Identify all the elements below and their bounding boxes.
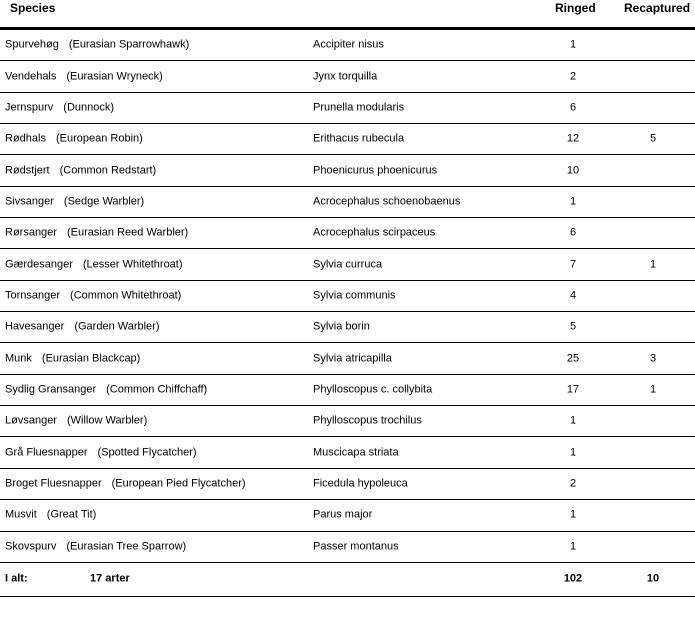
- english-name: (Common Chiffchaff): [106, 383, 208, 396]
- latin-name: Jynx torquilla: [313, 70, 378, 83]
- table-row: [0, 500, 695, 531]
- table-row: [0, 218, 695, 249]
- latin-name: Phylloscopus c. collybita: [313, 383, 433, 396]
- table-body: [0, 30, 695, 563]
- recaptured-count: 1: [649, 383, 657, 396]
- latin-name: Sylvia atricapilla: [313, 352, 392, 365]
- latin-name: Ficedula hypoleuca: [313, 477, 408, 490]
- latin-name: Acrocephalus schoenobaenus: [313, 195, 461, 208]
- english-name: (Sedge Warbler): [63, 195, 145, 208]
- latin-name: Muscicapa striata: [313, 446, 399, 459]
- latin-name: Phoenicurus phoenicurus: [313, 164, 438, 177]
- danish-name: Rørsanger: [5, 226, 57, 239]
- danish-name: Løvsanger: [5, 414, 57, 427]
- species-name: [5, 477, 246, 490]
- recaptured-count: 1: [649, 258, 657, 271]
- total-label: I alt:: [5, 572, 28, 585]
- table-row: [0, 30, 695, 61]
- english-name: (Great Tit): [46, 508, 97, 521]
- species-name: [5, 415, 147, 428]
- english-name: (Lesser Whitethroat): [82, 258, 183, 271]
- ringed-count: 1: [569, 446, 577, 459]
- table-header: [0, 0, 695, 30]
- species-name: [5, 352, 140, 365]
- table-row: [0, 437, 695, 468]
- danish-name: Skovspurv: [5, 540, 57, 553]
- species-name: [5, 101, 114, 114]
- header-species: Species: [10, 1, 56, 15]
- species-name: [5, 133, 143, 146]
- english-name: (Dunnock): [63, 101, 115, 114]
- english-name: (Eurasian Wryneck): [66, 70, 163, 83]
- ringed-count: 25: [566, 352, 580, 365]
- ringed-count: 12: [566, 132, 580, 145]
- species-name: [5, 321, 160, 334]
- ringed-count: 7: [569, 258, 577, 271]
- species-name: [5, 289, 181, 302]
- ringed-count: 10: [566, 164, 580, 177]
- table-row: [0, 532, 695, 563]
- english-name: (Garden Warbler): [74, 320, 160, 333]
- danish-name: Gærdesanger: [5, 258, 73, 271]
- ringed-count: 1: [569, 195, 577, 208]
- english-name: (Eurasian Blackcap): [41, 352, 141, 365]
- header-recaptured: Recaptured: [624, 1, 691, 15]
- species-name: [5, 195, 144, 208]
- ringed-count: 1: [569, 414, 577, 427]
- danish-name: Sydlig Gransanger: [5, 383, 97, 396]
- latin-name: Sylvia borin: [313, 320, 370, 333]
- latin-name: Acrocephalus scirpaceus: [313, 226, 436, 239]
- ringed-count: 1: [569, 508, 577, 521]
- species-name: [5, 446, 197, 459]
- ringed-count: 17: [566, 383, 580, 396]
- total-species-count: 17 arter: [90, 572, 130, 585]
- species-name: [5, 540, 186, 553]
- english-name: (European Pied Flycatcher): [111, 477, 246, 490]
- danish-name: Jernspurv: [5, 101, 54, 114]
- danish-name: Broget Fluesnapper: [5, 477, 102, 490]
- english-name: (European Robin): [55, 132, 143, 145]
- species-name: [5, 258, 183, 271]
- species-name: [5, 509, 96, 522]
- ringed-count: 2: [569, 70, 577, 83]
- latin-name: Phylloscopus trochilus: [313, 414, 422, 427]
- recaptured-count: 5: [649, 132, 657, 145]
- table-row: [0, 312, 695, 343]
- danish-name: Vendehals: [5, 70, 57, 83]
- english-name: (Common Redstart): [59, 164, 157, 177]
- latin-name: Sylvia communis: [313, 289, 396, 302]
- latin-name: Erithacus rubecula: [313, 132, 405, 145]
- ringed-count: 4: [569, 289, 577, 302]
- danish-name: Musvit: [5, 508, 37, 521]
- latin-name: Parus major: [313, 508, 373, 521]
- ringed-count: 6: [569, 226, 577, 239]
- table-row: [0, 124, 695, 155]
- danish-name: Havesanger: [5, 320, 65, 333]
- latin-name: Sylvia curruca: [313, 258, 383, 271]
- english-name: (Common Whitethroat): [70, 289, 182, 302]
- latin-name: Prunella modularis: [313, 101, 405, 114]
- danish-name: Sivsanger: [5, 195, 54, 208]
- ringed-count: 2: [569, 477, 577, 490]
- latin-name: Passer montanus: [313, 540, 399, 553]
- danish-name: Grå Fluesnapper: [5, 446, 88, 459]
- english-name: (Willow Warbler): [66, 414, 148, 427]
- english-name: (Eurasian Sparrowhawk): [68, 38, 190, 51]
- english-name: (Eurasian Tree Sparrow): [66, 540, 187, 553]
- table-row: [0, 155, 695, 186]
- species-name: [5, 164, 156, 177]
- ringed-count: 1: [569, 540, 577, 553]
- total-row: [0, 563, 695, 597]
- danish-name: Munk: [5, 352, 32, 365]
- danish-name: Spurvehøg: [5, 38, 59, 51]
- ringed-count: 6: [569, 101, 577, 114]
- danish-name: Rødstjert: [5, 164, 50, 177]
- table-row: [0, 343, 695, 374]
- table-row: [0, 61, 695, 92]
- table-row: [0, 469, 695, 500]
- latin-name: Accipiter nisus: [313, 38, 384, 51]
- english-name: (Spotted Flycatcher): [97, 446, 197, 459]
- table-row: [0, 93, 695, 124]
- species-name: [5, 70, 163, 83]
- table-row: [0, 406, 695, 437]
- danish-name: Tornsanger: [5, 289, 61, 302]
- table-row: [0, 249, 695, 280]
- ringed-count: 1: [569, 38, 577, 51]
- table-row: [0, 281, 695, 312]
- total-ringed: 102: [563, 572, 583, 585]
- ringed-count: 5: [569, 320, 577, 333]
- species-name: [5, 39, 189, 52]
- danish-name: Rødhals: [5, 132, 46, 145]
- table-row: [0, 187, 695, 218]
- species-name: [5, 227, 188, 240]
- recaptured-count: 3: [649, 352, 657, 365]
- species-name: [5, 383, 207, 396]
- table-row: [0, 375, 695, 406]
- total-recaptured: 10: [646, 572, 660, 585]
- english-name: (Eurasian Reed Warbler): [66, 226, 189, 239]
- header-ringed: Ringed: [555, 1, 596, 15]
